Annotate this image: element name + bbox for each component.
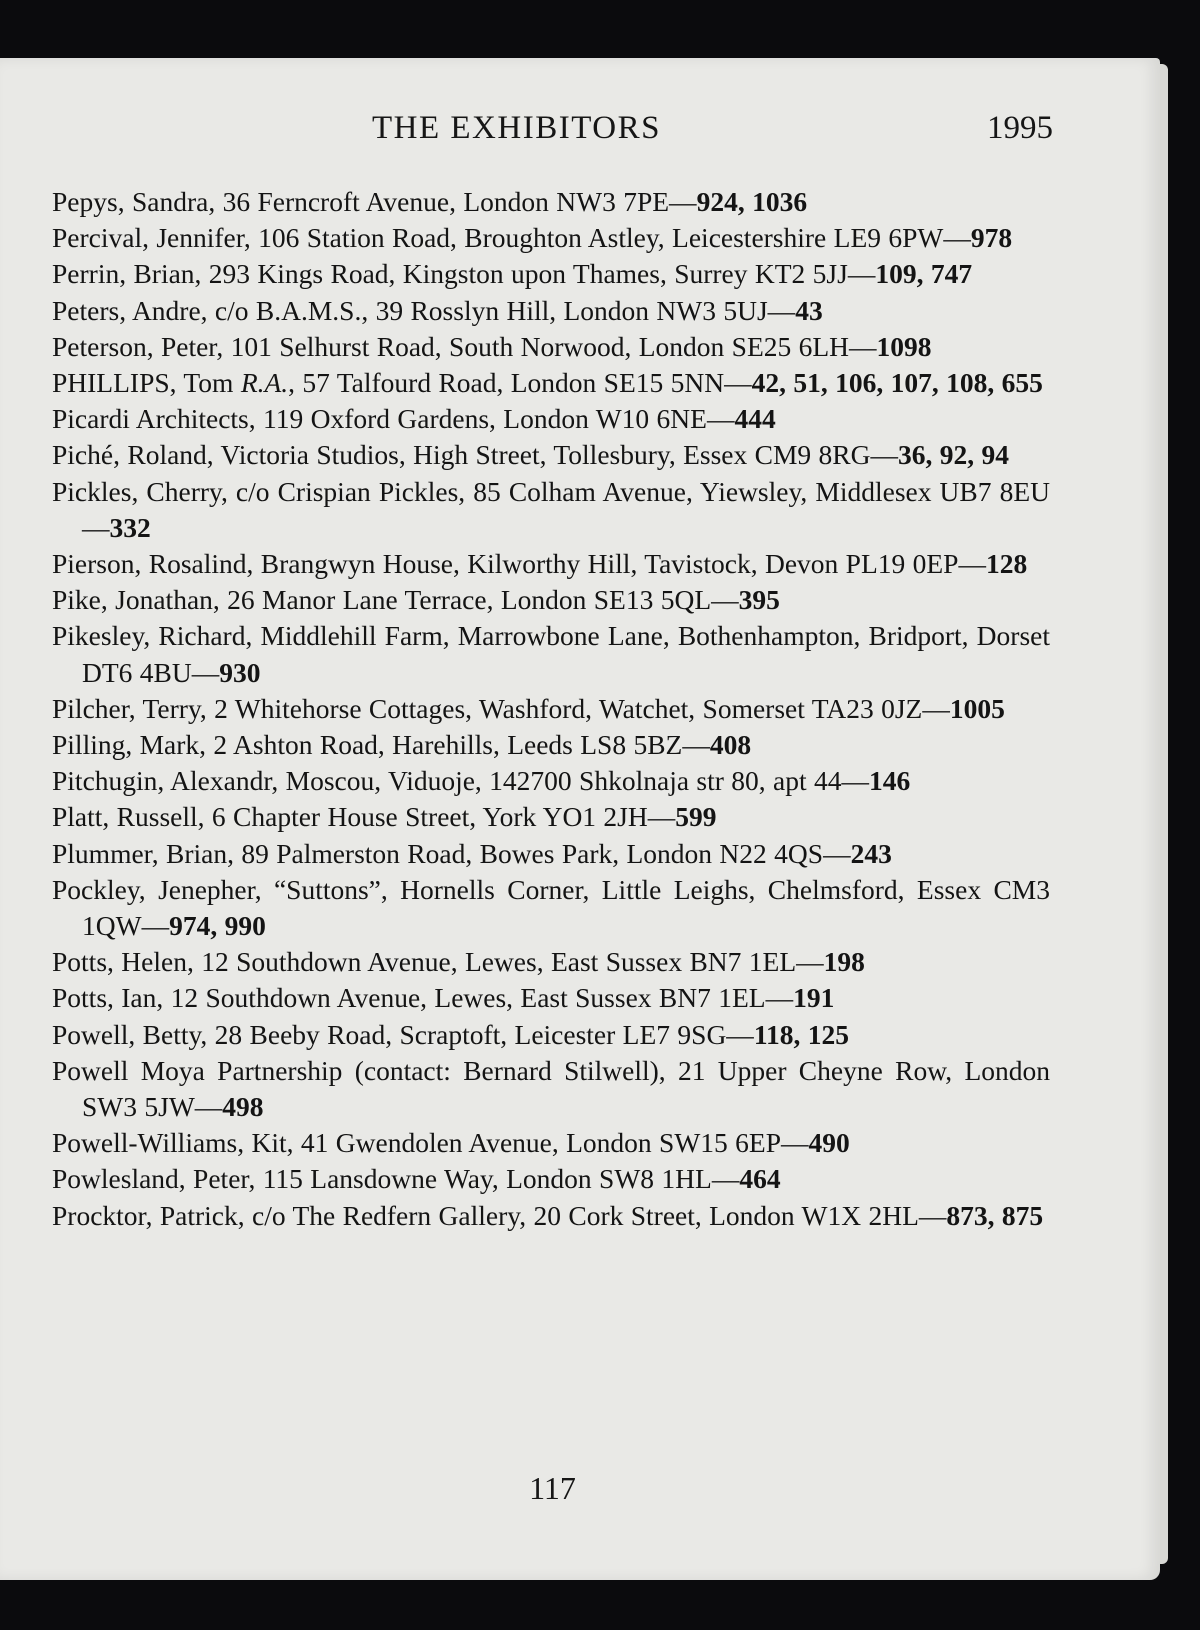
catalogue-numbers: 978	[970, 222, 1013, 254]
exhibitor-entry	[52, 546, 1050, 582]
catalogue-numbers: 146	[869, 765, 911, 797]
entry-text-continued: , 57 Talfourd Road, London SE15 5NN—	[288, 367, 752, 399]
entry-text: Potts, Helen, 12 Southdown Avenue, Lewes, East Sussex BN7 1EL—	[52, 946, 824, 978]
catalogue-numbers: 42, 51, 106, 107, 108, 655	[751, 367, 1043, 399]
exhibitor-entry	[52, 799, 1050, 835]
running-head	[0, 110, 1160, 150]
catalogue-numbers: 974, 990	[169, 910, 266, 942]
exhibitor-entry	[52, 256, 1050, 292]
section-title: THE EXHIBITORS	[372, 110, 661, 146]
exhibitor-entry	[52, 1198, 1050, 1234]
entry-text: Pierson, Rosalind, Brangwyn House, Kilworthy Hill, Tavistock, Devon PL19 0EP—	[52, 548, 986, 580]
entry-text: PHILLIPS, Tom	[52, 367, 241, 399]
exhibitor-entry	[52, 1017, 1050, 1053]
exhibitor-entry	[52, 1053, 1050, 1125]
exhibitor-entry	[52, 582, 1050, 618]
catalogue-numbers: 408	[709, 729, 752, 761]
catalogue-numbers: 36, 92, 94	[898, 439, 1010, 471]
exhibitor-entry	[52, 329, 1050, 365]
catalogue-numbers: 490	[808, 1127, 850, 1159]
year: 1995	[987, 110, 1053, 146]
exhibitor-entry	[52, 1161, 1050, 1197]
exhibitor-entry	[52, 401, 1050, 437]
catalogue-numbers: 924, 1036	[696, 186, 808, 217]
page-number: 117	[529, 1470, 576, 1506]
catalogue-numbers: 118, 125	[753, 1018, 850, 1050]
academician-suffix: R.A.	[240, 367, 289, 399]
entry-text: Peters, Andre, c/o B.A.M.S., 39 Rosslyn Hill, London NW3 5UJ—	[52, 294, 796, 326]
entry-text: Pilling, Mark, 2 Ashton Road, Harehills, Leeds LS8 5BZ—	[52, 729, 710, 761]
entry-text: Pike, Jonathan, 26 Manor Lane Terrace, London SE13 5QL—	[52, 584, 739, 616]
catalogue-numbers: 1098	[876, 330, 932, 362]
exhibitor-entry	[52, 293, 1050, 329]
exhibitor-entry	[52, 836, 1050, 872]
entry-text: Procktor, Patrick, c/o The Redfern Gallery, 20 Cork Street, London W1X 2HL—	[52, 1199, 947, 1231]
entry-text: Pockley, Jenepher, “Suttons”, Hornells Corner, Little Leighs, Chelmsford, Essex CM3 1QW—	[52, 873, 1050, 942]
entry-text: Peterson, Peter, 101 Selhurst Road, South Norwood, London SE25 6LH—	[52, 330, 877, 362]
exhibitor-entry	[52, 365, 1050, 401]
page-edge	[1160, 64, 1168, 1564]
exhibitor-entry	[52, 691, 1050, 727]
catalogue-numbers: 128	[985, 548, 1028, 580]
entry-text: Potts, Ian, 12 Southdown Avenue, Lewes, East Sussex BN7 1EL—	[52, 982, 794, 1014]
entry-text: Percival, Jennifer, 106 Station Road, Broughton Astley, Leicestershire LE9 6PW—	[52, 222, 971, 254]
exhibitor-entry	[52, 474, 1050, 546]
catalogue-numbers: 464	[739, 1163, 781, 1195]
entry-text: Perrin, Brian, 293 Kings Road, Kingston upon Thames, Surrey KT2 5JJ—	[52, 258, 876, 290]
entry-text: Pitchugin, Alexandr, Moscou, Viduoje, 142700 Shkolnaja str 80, apt 44—	[52, 765, 870, 797]
entry-text: Powell, Betty, 28 Beeby Road, Scraptoft, Leicester LE7 9SG—	[52, 1018, 754, 1050]
entry-text: Powlesland, Peter, 115 Lansdowne Way, London SW8 1HL—	[52, 1163, 740, 1195]
entry-text: Pilcher, Terry, 2 Whitehorse Cottages, Washford, Watchet, Somerset TA23 0JZ—	[52, 692, 950, 724]
catalogue-numbers: 395	[738, 584, 780, 616]
entry-text: Powell-Williams, Kit, 41 Gwendolen Avenue, London SW15 6EP—	[52, 1127, 809, 1159]
catalogue-numbers: 109, 747	[875, 258, 973, 290]
exhibitor-entry	[52, 944, 1050, 980]
catalogue-numbers: 599	[675, 801, 717, 833]
exhibitor-list	[52, 184, 1050, 1234]
catalogue-numbers: 332	[109, 511, 151, 543]
catalogue-numbers: 198	[823, 946, 865, 978]
entry-text: Picardi Architects, 119 Oxford Gardens, London W10 6NE—	[52, 403, 735, 435]
entry-text: Piché, Roland, Victoria Studios, High Street, Tollesbury, Essex CM9 8RG—	[52, 439, 899, 471]
entry-text: Platt, Russell, 6 Chapter House Street, York YO1 2JH—	[52, 801, 676, 833]
catalogue-numbers: 1005	[949, 692, 1005, 724]
entry-text: Pikesley, Richard, Middlehill Farm, Marrowbone Lane, Bothenhampton, Bridport, Dorset DT6 4BU—	[52, 620, 1050, 688]
catalogue-numbers: 191	[793, 982, 835, 1014]
exhibitor-entry	[52, 980, 1050, 1016]
exhibitor-entry	[52, 618, 1050, 690]
exhibitor-entry	[52, 1125, 1050, 1161]
entry-text: Plummer, Brian, 89 Palmerston Road, Bowes Park, London N22 4QS—	[52, 837, 851, 869]
exhibitor-entry	[52, 763, 1050, 799]
exhibitor-entry	[52, 220, 1050, 256]
catalogue-numbers: 930	[219, 656, 261, 688]
entry-text: Pickles, Cherry, c/o Crispian Pickles, 85 Colham Avenue, Yiewsley, Middlesex UB7 8EU—	[52, 475, 1050, 543]
catalogue-numbers: 498	[222, 1091, 264, 1123]
book-page	[0, 58, 1160, 1580]
catalogue-numbers: 873, 875	[946, 1199, 1044, 1231]
exhibitor-entry	[52, 872, 1050, 944]
catalogue-numbers: 243	[850, 837, 892, 869]
exhibitor-entry	[52, 727, 1050, 763]
catalogue-numbers: 444	[734, 403, 776, 435]
exhibitor-entry	[52, 184, 1050, 220]
entry-text: Pepys, Sandra, 36 Ferncroft Avenue, London NW3 7PE—	[52, 186, 697, 217]
entry-text: Powell Moya Partnership (contact: Bernard Stilwell), 21 Upper Cheyne Row, London SW3 5JW—	[52, 1054, 1050, 1123]
exhibitor-entry	[52, 437, 1050, 473]
catalogue-numbers: 43	[795, 294, 823, 326]
